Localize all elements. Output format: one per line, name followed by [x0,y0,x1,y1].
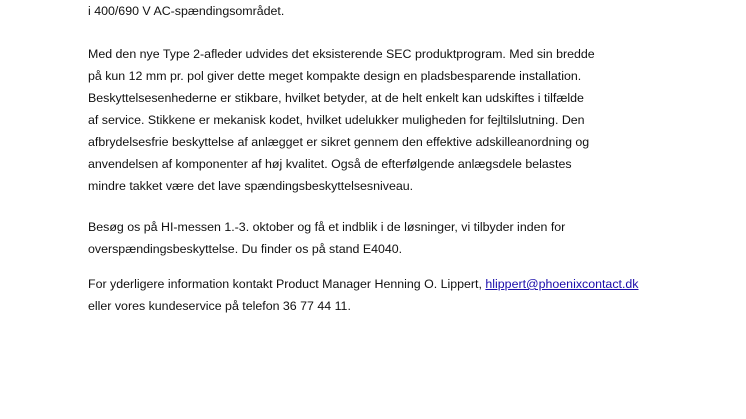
intro-block [88,0,708,22]
paragraph-line: Beskyttelsesenhederne er stikbare, hvilket betyder, at de helt enkelt kan udskiftes i tilfælde [88,91,584,105]
paragraph-line: af service. Stikkene er mekanisk kodet, hvilket udelukker muligheden for fejltilslutning. Den [88,113,585,127]
paragraph-line: Besøg os på HI-messen 1.-3. oktober og få et indblik i de løsninger, vi tilbyder inden for [88,220,566,234]
contact-line [88,273,708,295]
email-link[interactable]: hlippert@phoenixcontact.dk [485,277,639,291]
paragraph-line: på kun 12 mm pr. pol giver dette meget kompakte design en pladsbesparende installation. [88,69,582,83]
paragraph-fair [88,216,708,260]
paragraph-line: afbrydelsesfrie beskyttelse af anlægget er sikret gennem den effektive adskilleanordning og [88,135,590,149]
paragraph-contact [88,273,708,317]
contact-phone-line: eller vores kundeservice på telefon 36 77 44 11. [88,299,351,313]
contact-text: For yderligere information kontakt Product Manager Henning O. Lippert, [88,277,486,291]
paragraph-line: overspændingsbeskyttelse. Du finder os på stand E4040. [88,242,403,256]
paragraph-product [88,43,708,197]
intro-line: i 400/690 V AC-spændingsområdet. [88,4,285,18]
paragraph-line: mindre takket være det lave spændingsbeskyttelsesniveau. [88,179,414,193]
paragraph-line: Med den nye Type 2-afleder udvides det eksisterende SEC produktprogram. Med sin bredde [88,47,595,61]
paragraph-line: anvendelsen af komponenter af høj kvalitet. Også de efterfølgende anlægsdele belastes [88,157,572,171]
